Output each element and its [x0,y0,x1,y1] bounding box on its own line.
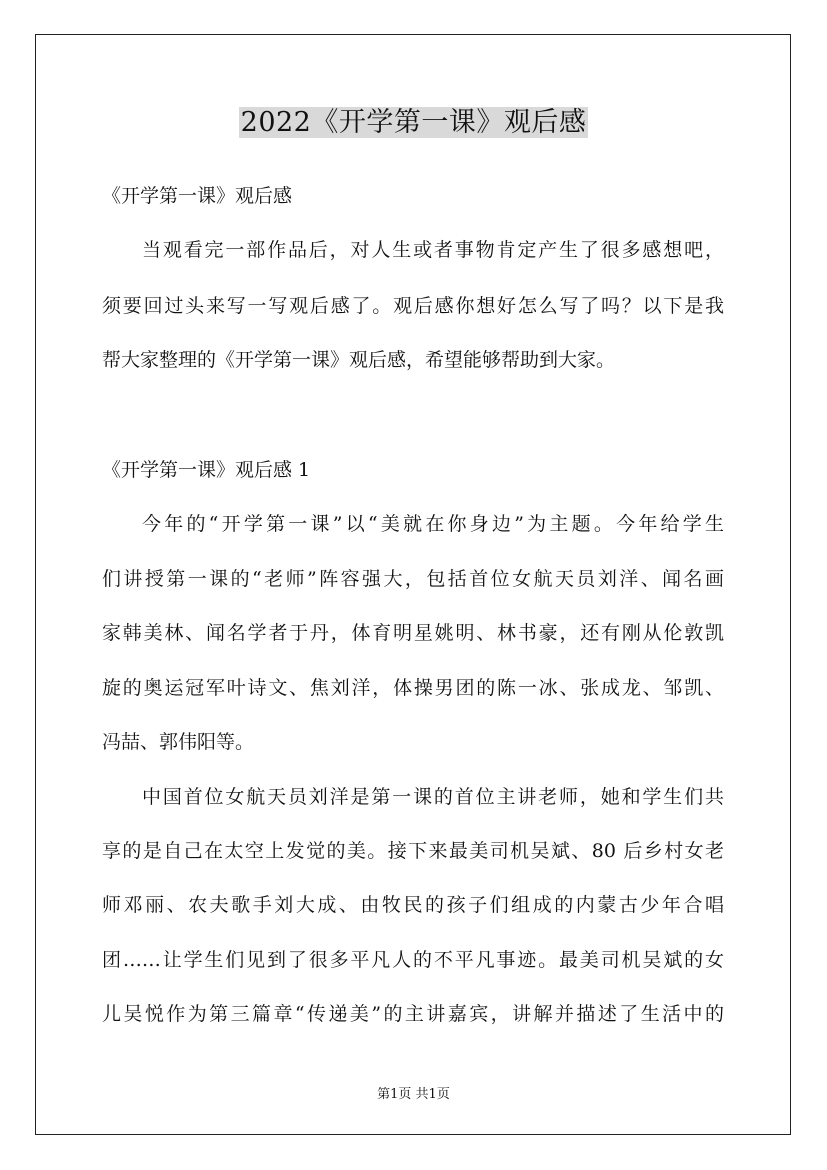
document-title: 2022《开学第一课》观后感 [240,107,587,138]
paragraph-line: 须要回过头来写一写观后感了。观后感你想好怎么写了吗？以下是我 [102,295,724,317]
paragraph-line: 帮大家整理的《开学第一课》观后感，希望能够帮助到大家。 [102,349,616,371]
paragraph-line: 师邓丽、农夫歌手刘大成、由牧民的孩子们组成的内蒙古少年合唱 [102,894,724,916]
section-heading: 《开学第一课》观后感 1 [102,459,311,481]
paragraph-line: 中国首位女航天员刘洋是第一课的首位主讲老师，她和学生们共 [142,786,724,808]
paragraph-line: 团……让学生们见到了很多平凡人的不平凡事迹。最美司机吴斌的女 [102,949,724,971]
section-heading: 《开学第一课》观后感 [102,185,293,207]
paragraph-line: 享的是自己在太空上发觉的美。接下来最美司机吴斌、80 后乡村女老 [102,840,724,862]
paragraph-line: 旋的奥运冠军叶诗文、焦刘洋，体操男团的陈一冰、张成龙、邹凯、 [102,677,724,699]
paragraph-line: 儿吴悦作为第三篇章“传递美”的主讲嘉宾，讲解并描述了生活中的 [102,1003,724,1025]
paragraph-line: 们讲授第一课的“老师”阵容强大，包括首位女航天员刘洋、闻名画 [102,568,724,590]
paragraph-line: 冯喆、郭伟阳等。 [102,731,255,753]
paragraph-line: 当观看完一部作品后，对人生或者事物肯定产生了很多感想吧， [142,239,724,261]
paragraph-line: 家韩美林、闻名学者于丹，体育明星姚明、林书豪，还有刚从伦敦凯 [102,622,724,644]
page-footer: 第1页 共1页 [377,1087,450,1102]
paragraph-line: 今年的“开学第一课”以“美就在你身边”为主题。今年给学生 [142,513,724,535]
